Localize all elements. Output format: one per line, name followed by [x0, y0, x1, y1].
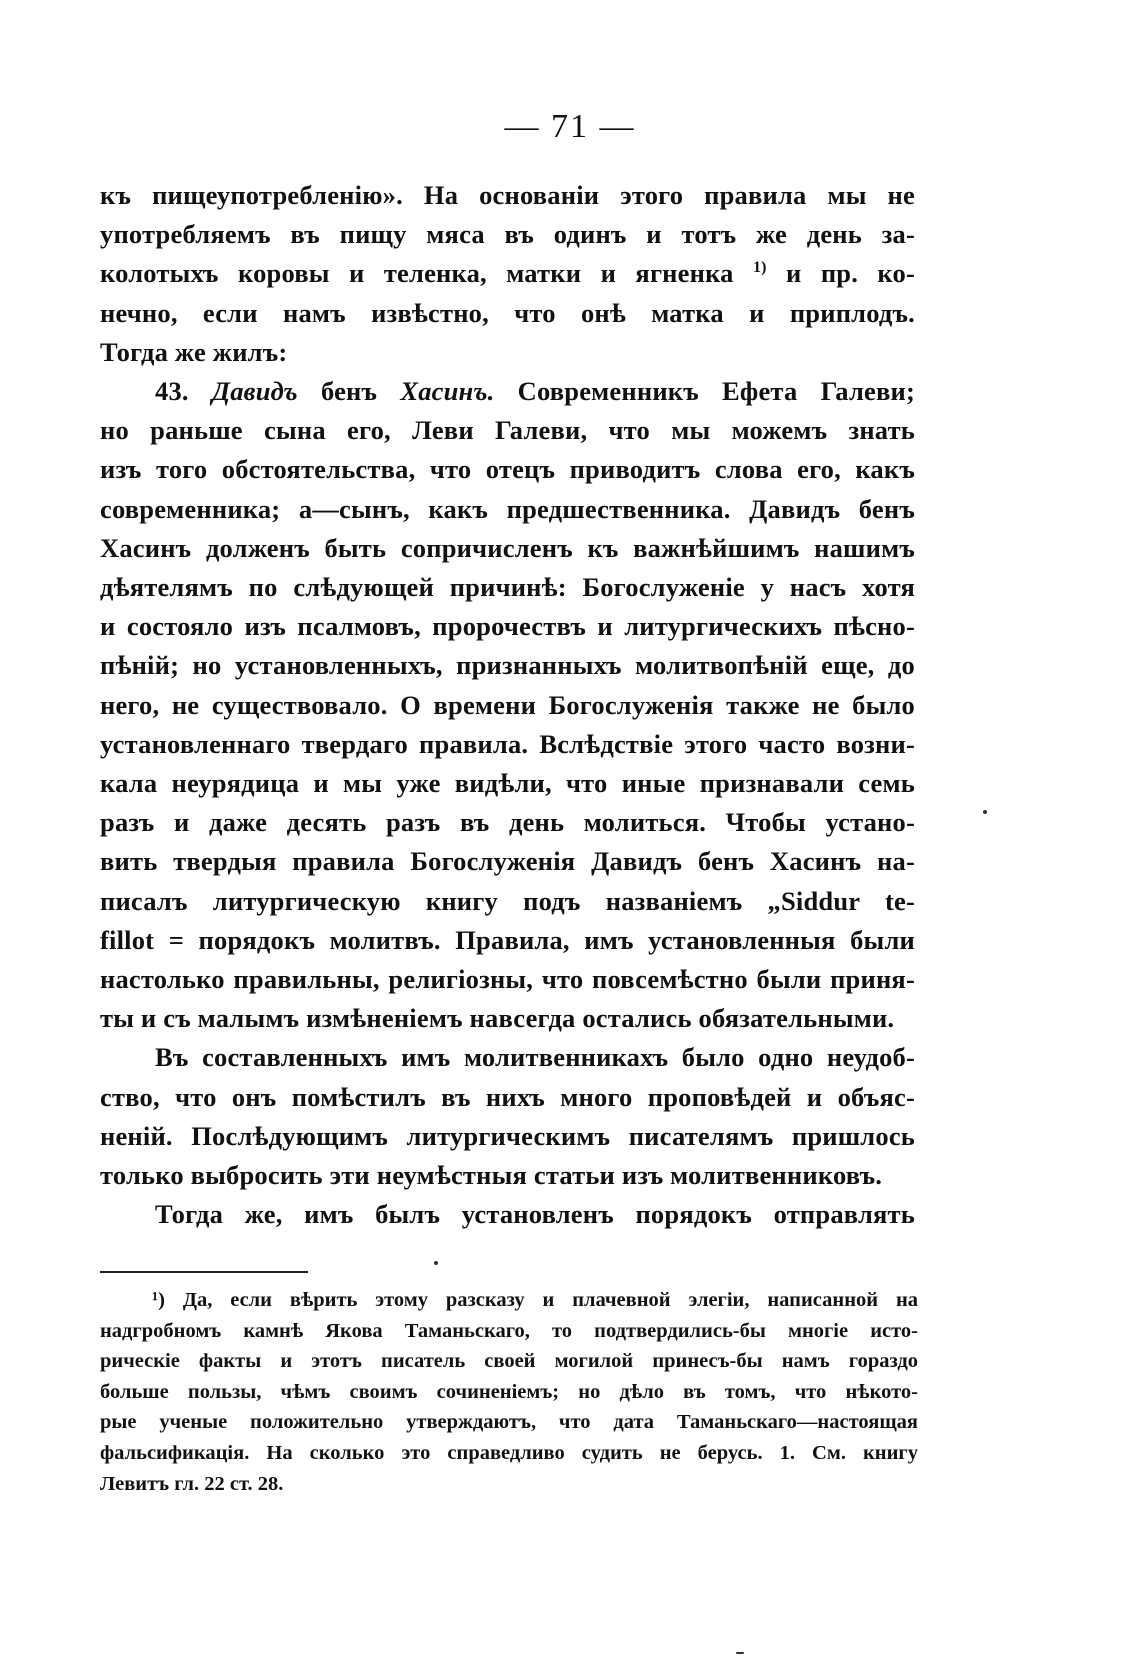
page-number: — 71 — — [504, 108, 636, 145]
text-line — [100, 254, 915, 293]
text-line: неній. Послѣдующимъ литургическимъ писателямъ пришлось — [100, 1120, 915, 1151]
text-line: къ пищеупотребленію». На основаніи этого правила мы не — [100, 180, 915, 210]
text-line — [100, 372, 915, 411]
text-line: разъ и даже десять разъ въ день молиться. Чтобы устано- — [100, 807, 915, 838]
footnote-line: надгробномъ камнѣ Якова Таманьскаго, то подтвердились-бы многіе исто- — [100, 1319, 918, 1342]
footnote-line: фальсификація. На сколько это справедливо судить не берусь. 1. См. книгу — [100, 1441, 918, 1464]
footnote-line: Левитъ гл. 22 ст. 28. — [100, 1472, 284, 1495]
text-line: Тогда же жилъ: — [100, 336, 288, 367]
text-line: Въ составленныхъ имъ молитвенникахъ было одно неудоб- — [155, 1042, 915, 1073]
text-fragment: Да, если вѣрить этому разсказу и плачевной элегіи, написанной на — [182, 1289, 919, 1311]
footnote-line: рые ученые положительно утверждаютъ, что дата Таманьскаго—настоящая — [100, 1411, 918, 1434]
main-text — [100, 176, 915, 1234]
text-line: Хасинъ долженъ быть сопричисленъ къ важнѣйшимъ нашимъ — [100, 532, 915, 563]
text-line: только выбросить эти неумѣстныя статьи изъ молитвенниковъ. — [100, 1160, 883, 1191]
text-line: вить твердыя правила Богослуженія Давидъ бенъ Хасинъ на- — [100, 846, 915, 877]
text-line: но раньше сына его, Леви Галеви, что мы можемъ знать — [100, 415, 915, 446]
text-line: ты и съ малымъ измѣненіемъ навсегда остались обязательными. — [100, 1003, 895, 1034]
footnote-ref: 1) — [752, 259, 767, 277]
text-line: нечно, если намъ извѣстно, что онѣ матка и приплодъ. — [100, 297, 915, 328]
text-line: изъ того обстоятельства, что отецъ приводитъ слова его, какъ — [100, 454, 915, 485]
scan-speck — [736, 1652, 744, 1654]
text-line: fillot = порядокъ молитвъ. Правила, имъ установленныя были — [100, 924, 915, 955]
text-line: кала неурядица и мы уже видѣли, что иные признавали семь — [100, 768, 915, 799]
text-fragment: бенъ — [320, 376, 378, 407]
text-line: Тогда же, имъ былъ установленъ порядокъ отправлять — [155, 1199, 915, 1230]
text-line: него, не существовало. О времени Богослуженія также не было — [100, 689, 915, 720]
person-name: Давидъ — [211, 376, 298, 407]
footnote-line — [100, 1285, 918, 1316]
text-line: писалъ литургическую книгу подъ названіемъ „Siddur te- — [100, 885, 915, 916]
footnote-line: рическіе факты и этотъ писатель своей могилой принесъ-бы намъ гораздо — [100, 1350, 918, 1373]
text-line: дѣятелямъ по слѣдующей причинѣ: Богослуженіе у насъ хотя — [100, 572, 915, 603]
person-name: Хасинъ. — [400, 376, 495, 407]
scan-speck — [983, 810, 987, 814]
footnote — [100, 1285, 918, 1499]
scan-speck — [434, 1261, 438, 1265]
text-line: пѣній; но установленныхъ, признанныхъ молитвопѣній еще, до — [100, 650, 915, 681]
text-line: и состояло изъ псалмовъ, пророчествъ и литургическихъ пѣсно- — [100, 611, 915, 642]
text-fragment: и пр. ко- — [785, 258, 916, 289]
footnote-marker: ¹) — [152, 1289, 165, 1311]
text-line: ство, что онъ помѣстилъ въ нихъ много проповѣдей и объяс- — [100, 1081, 915, 1112]
text-line: установленнаго твердаго правила. Вслѣдствіе этого часто возни- — [100, 728, 915, 759]
text-line: современника; а—сынъ, какъ предшественника. Давидъ бенъ — [100, 493, 915, 524]
footnote-divider — [100, 1271, 308, 1273]
text-fragment: колотыхъ коровы и теленка, матки и ягненка — [100, 258, 734, 289]
text-line: употребляемъ въ пищу мяса въ одинъ и тотъ же день за- — [100, 219, 915, 250]
text-fragment: Современникъ Ефета Галеви; — [517, 376, 916, 407]
section-number: 43. — [155, 376, 189, 407]
text-line: настолько правильны, религіозны, что повсемѣстно были приня- — [100, 964, 915, 995]
footnote-line: больше пользы, чѣмъ своимъ сочиненіемъ; но дѣло въ томъ, что нѣкото- — [100, 1380, 918, 1403]
